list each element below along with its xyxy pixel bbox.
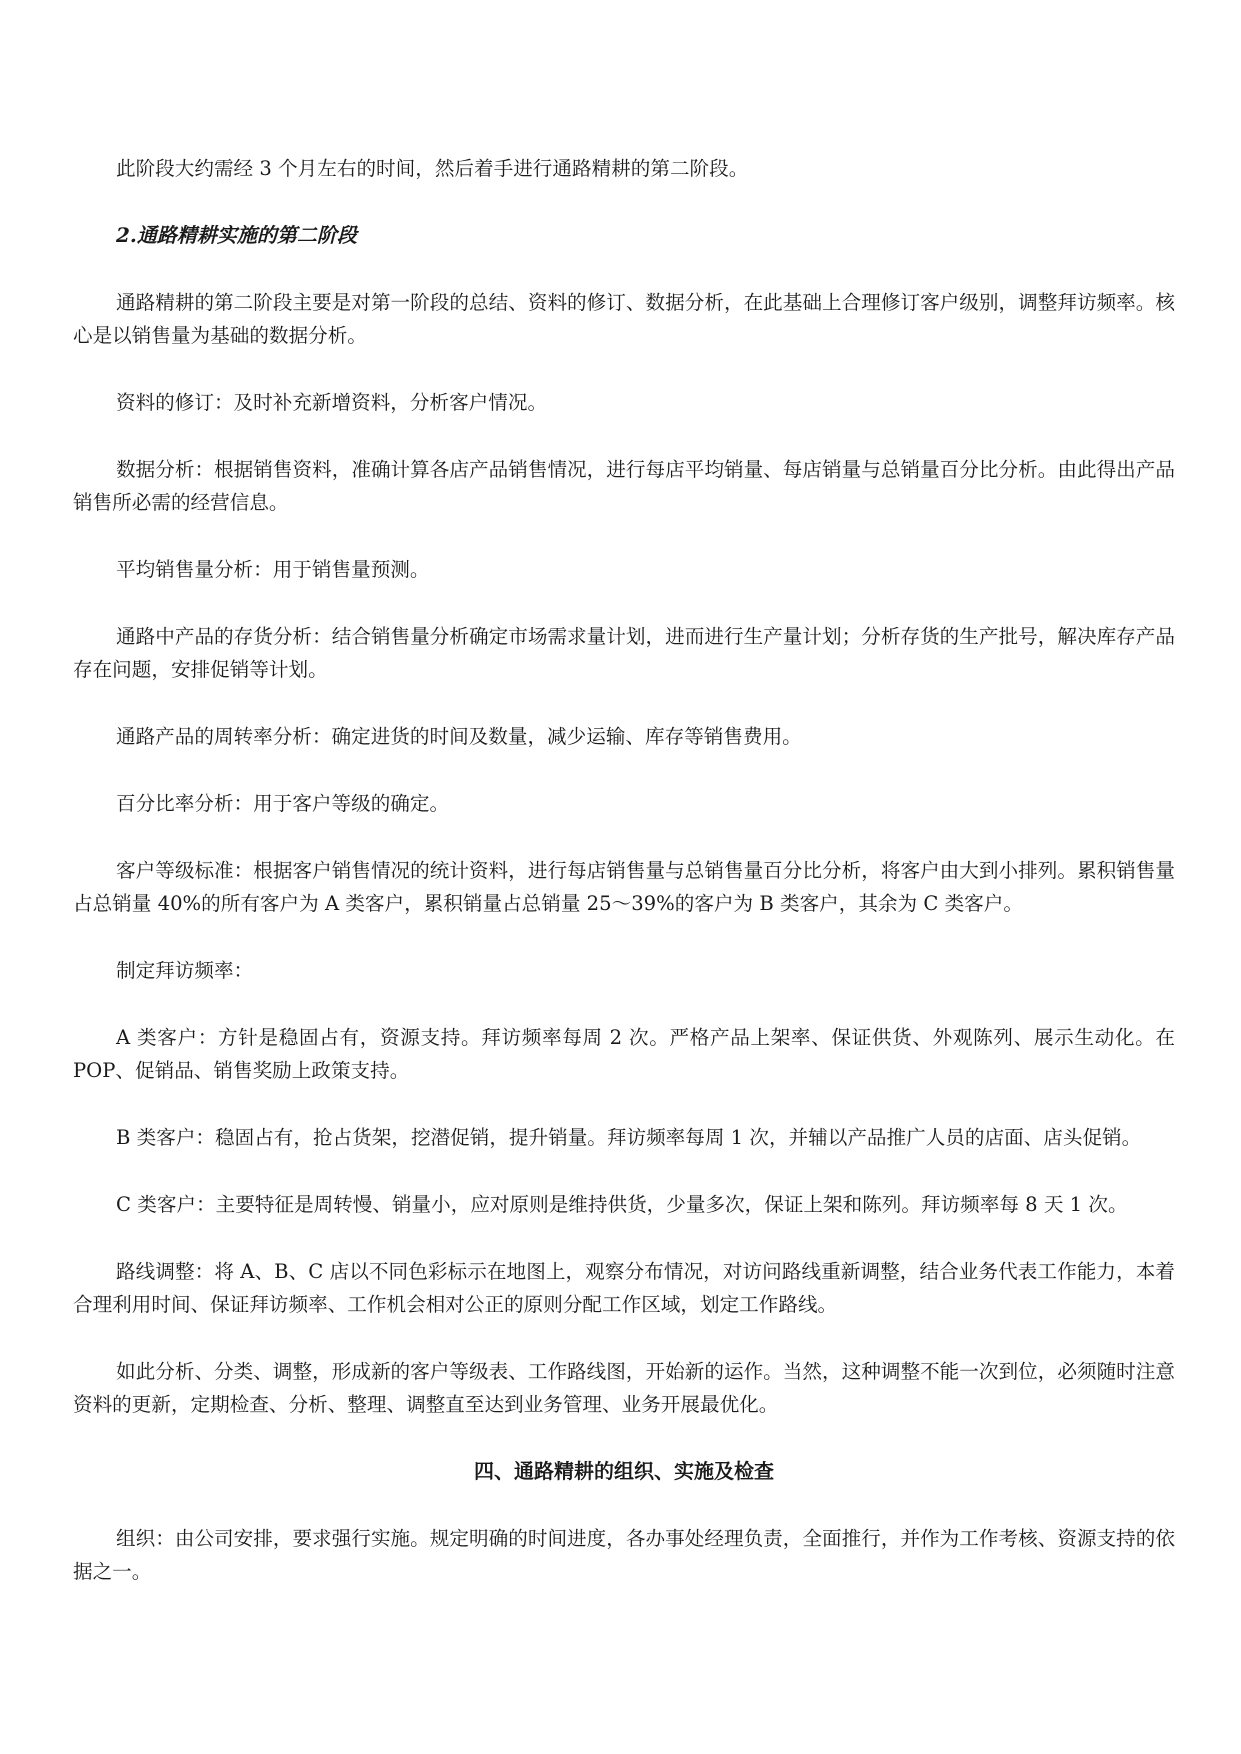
paragraph-a-customers: A 类客户：方针是稳固占有，资源支持。拜访频率每周 2 次。严格产品上架率、保证供货、外观陈列、展示生动化。在 POP、促销品、销售奖励上政策支持。 (73, 1026, 1175, 1082)
paragraph-summary: 如此分析、分类、调整，形成新的客户等级表、工作路线图，开始新的运作。当然，这种调整不能一次到位，必须随时注意资料的更新，定期检查、分析、整理、调整直至达到业务管理、业务开展最优化。 (73, 1360, 1175, 1416)
paragraph-data-analysis: 数据分析：根据销售资料，准确计算各店产品销售情况，进行每店平均销量、每店销量与总销量百分比分析。由此得出产品销售所必需的经营信息。 (73, 458, 1175, 514)
paragraph-c-customers: C 类客户：主要特征是周转慢、销量小，应对原则是维持供货，少量多次，保证上架和陈列。拜访频率每 8 天 1 次。 (116, 1193, 1128, 1216)
paragraph-phase-two-overview: 通路精耕的第二阶段主要是对第一阶段的总结、资料的修订、数据分析，在此基础上合理修订客户级别，调整拜访频率。核心是以销售量为基础的数据分析。 (73, 291, 1175, 347)
paragraph-turnover-analysis: 通路产品的周转率分析：确定进货的时间及数量，减少运输、库存等销售费用。 (116, 725, 802, 748)
paragraph-percentage-analysis: 百分比率分析：用于客户等级的确定。 (116, 792, 450, 815)
paragraph-inventory-analysis: 通路中产品的存货分析：结合销售量分析确定市场需求量计划，进而进行生产量计划；分析存货的生产批号，解决库存产品存在问题，安排促销等计划。 (73, 625, 1175, 681)
document-body (73, 152, 1175, 1622)
paragraph-customer-grade-standard: 客户等级标准：根据客户销售情况的统计资料，进行每店销售量与总销售量百分比分析，将客户由大到小排列。累积销售量占总销量 40%的所有客户为 A 类客户，累积销量占总销量 25～39%的客户为 B 类客户，其余为 C 类客户。 (73, 859, 1175, 915)
paragraph-organization: 组织：由公司安排，要求强行实施。规定明确的时间进度，各办事处经理负责，全面推行，并作为工作考核、资源支持的依据之一。 (73, 1527, 1175, 1583)
paragraph-b-customers: B 类客户：稳固占有，抢占货架，挖潜促销，提升销量。拜访频率每周 1 次，并辅以产品推广人员的店面、店头促销。 (116, 1126, 1142, 1149)
paragraph-route-adjustment: 路线调整：将 A、B、C 店以不同色彩标示在地图上，观察分布情况，对访问路线重新调整，结合业务代表工作能力，本着合理利用时间、保证拜访频率、工作机会相对公正的原则分配工作区域，划定工作路线。 (73, 1260, 1175, 1316)
paragraph-phase-duration: 此阶段大约需经 3 个月左右的时间，然后着手进行通路精耕的第二阶段。 (116, 157, 749, 180)
section-heading-four: 四、通路精耕的组织、实施及检查 (474, 1459, 774, 1483)
paragraph-data-revision: 资料的修订：及时补充新增资料，分析客户情况。 (116, 391, 548, 414)
paragraph-visit-frequency: 制定拜访频率： (116, 959, 254, 982)
paragraph-average-sales: 平均销售量分析：用于销售量预测。 (116, 558, 430, 581)
subheading-phase-two: 2.通路精耕实施的第二阶段 (116, 223, 357, 247)
